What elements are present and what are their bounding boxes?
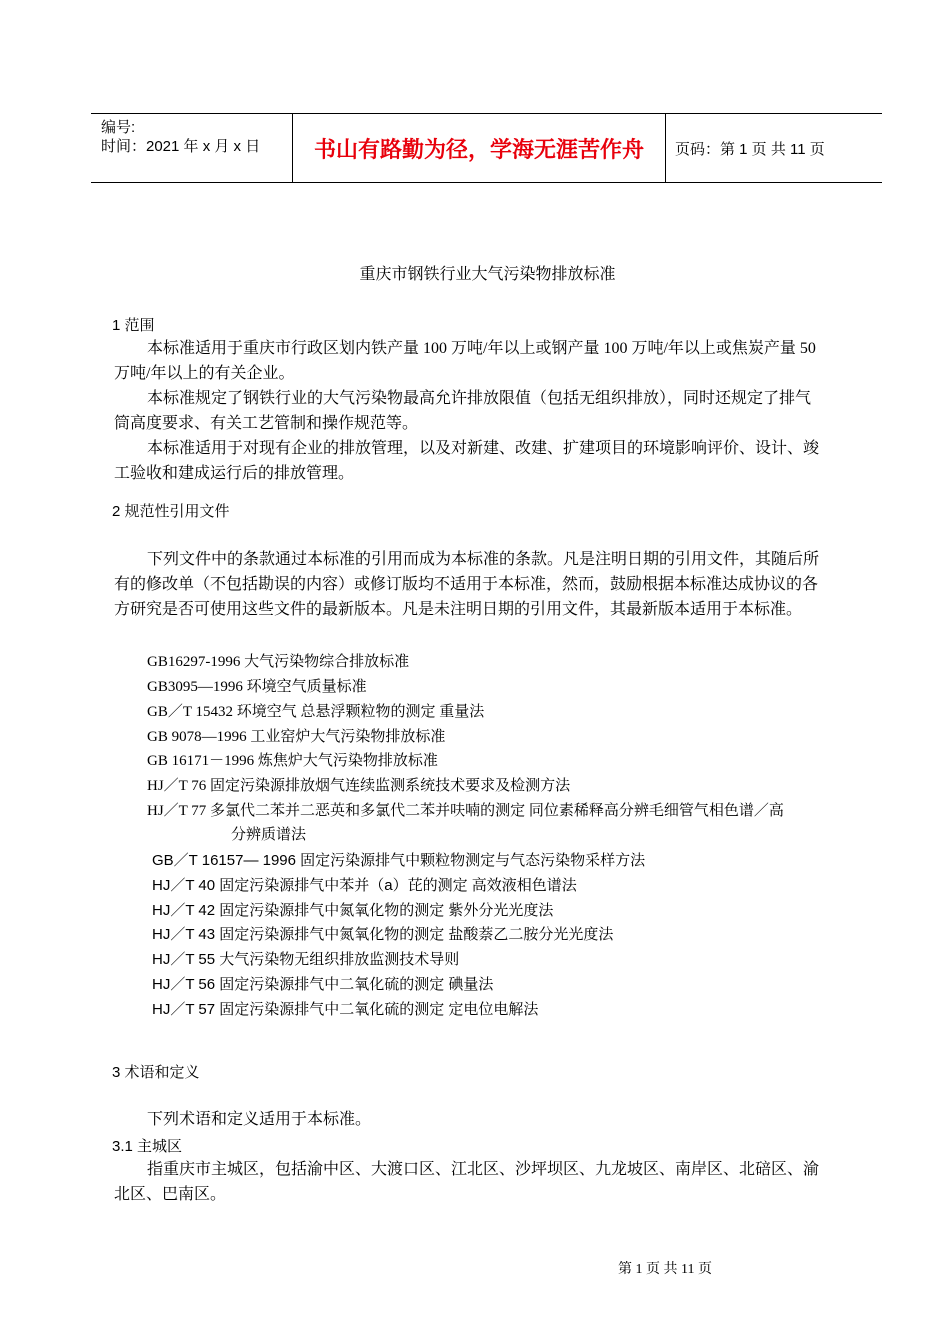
reference-item: HJ／T 57 固定污染源排气中二氧化硫的测定 定电位电解法 <box>152 1001 539 1018</box>
number-label: 编号: <box>101 119 136 136</box>
page-footer: 第 1 页 共 11 页 <box>618 1262 712 1277</box>
reference-item: GB／T 16157— 1996 固定污染源排气中颗粒物测定与气态污染物采样方法 <box>152 852 646 869</box>
header-divider <box>665 114 666 182</box>
section-heading-terms: 3 术语和定义 <box>112 1064 200 1081</box>
reference-item: GB16297-1996 大气污染物综合排放标准 <box>147 654 410 670</box>
section-heading-scope: 1 范围 <box>112 317 155 334</box>
paragraph-line: 万吨/年以上的有关企业。 <box>114 365 295 382</box>
paragraph-line: 筒高度要求、有关工艺管制和操作规范等。 <box>114 415 419 432</box>
document-title: 重庆市钢铁行业大气污染物排放标准 <box>359 266 616 283</box>
header-page-label: 页码：第 1 页 共 11 页 <box>675 140 825 158</box>
paragraph-line: 工验收和建成运行后的排放管理。 <box>114 465 355 482</box>
reference-item: GB 9078—1996 工业窑炉大气污染物排放标准 <box>147 729 446 745</box>
paragraph-line: 指重庆市主城区，包括渝中区、大渡口区、江北区、沙坪坝区、九龙坡区、南岸区、北碚区、渝 <box>147 1161 820 1178</box>
reference-item: HJ／T 43 固定污染源排气中氮氧化物的测定 盐酸萘乙二胺分光光度法 <box>152 926 614 943</box>
section-heading-references: 2 规范性引用文件 <box>112 503 230 520</box>
header-meta <box>101 118 260 156</box>
header-motto: 书山有路勤为径，学海无涯苦作舟 <box>313 136 644 162</box>
reference-item-continuation: 分辨质谱法 <box>231 827 307 843</box>
reference-item: HJ／T 55 大气污染物无组织排放监测技术导则 <box>152 951 460 968</box>
reference-item: HJ／T 56 固定污染源排气中二氧化硫的测定 碘量法 <box>152 976 494 993</box>
paragraph-line: 本标准规定了钢铁行业的大气污染物最高允许排放限值（包括无组织排放），同时还规定了排气 <box>147 390 812 407</box>
reference-item: GB3095—1996 环境空气质量标准 <box>147 679 367 695</box>
paragraph-line: 本标准适用于重庆市行政区划内铁产量 100 万吨/年以上或钢产量 100 万吨/年以上或焦炭产量 50 <box>147 340 816 357</box>
subsection-heading-main-urban-area: 3.1 主城区 <box>112 1138 183 1155</box>
reference-item: GB／T 15432 环境空气 总悬浮颗粒物的测定 重量法 <box>147 704 485 720</box>
paragraph-line: 有的修改单（不包括勘误的内容）或修订版均不适用于本标准，然而，鼓励根据本标准达成协议的各 <box>114 576 819 593</box>
paragraph-line: 方研究是否可使用这些文件的最新版本。凡是未注明日期的引用文件，其最新版本适用于本标准。 <box>114 601 803 618</box>
reference-item: HJ／T 40 固定污染源排气中苯并（a）芘的测定 高效液相色谱法 <box>152 877 577 894</box>
reference-item: HJ／T 42 固定污染源排气中氮氧化物的测定 紫外分光光度法 <box>152 902 554 919</box>
reference-item: GB 16171－1996 炼焦炉大气污染物排放标准 <box>147 753 438 769</box>
time-label: 时间：2021 年 x 月 x 日 <box>101 138 261 155</box>
paragraph-line: 下列术语和定义适用于本标准。 <box>147 1111 372 1128</box>
paragraph-line: 下列文件中的条款通过本标准的引用而成为本标准的条款。凡是注明日期的引用文件，其随后所 <box>147 551 820 568</box>
paragraph-line: 本标准适用于对现有企业的排放管理，以及对新建、改建、扩建项目的环境影响评价、设计、竣 <box>147 440 820 457</box>
document-header <box>91 113 882 183</box>
paragraph-line: 北区、巴南区。 <box>114 1186 227 1203</box>
reference-item: HJ／T 76 固定污染源排放烟气连续监测系统技术要求及检测方法 <box>147 778 571 794</box>
reference-item: HJ／T 77 多氯代二苯并二恶英和多氯代二苯并呋喃的测定 同位素稀释高分辨毛细管气相色谱／高 <box>147 803 784 819</box>
